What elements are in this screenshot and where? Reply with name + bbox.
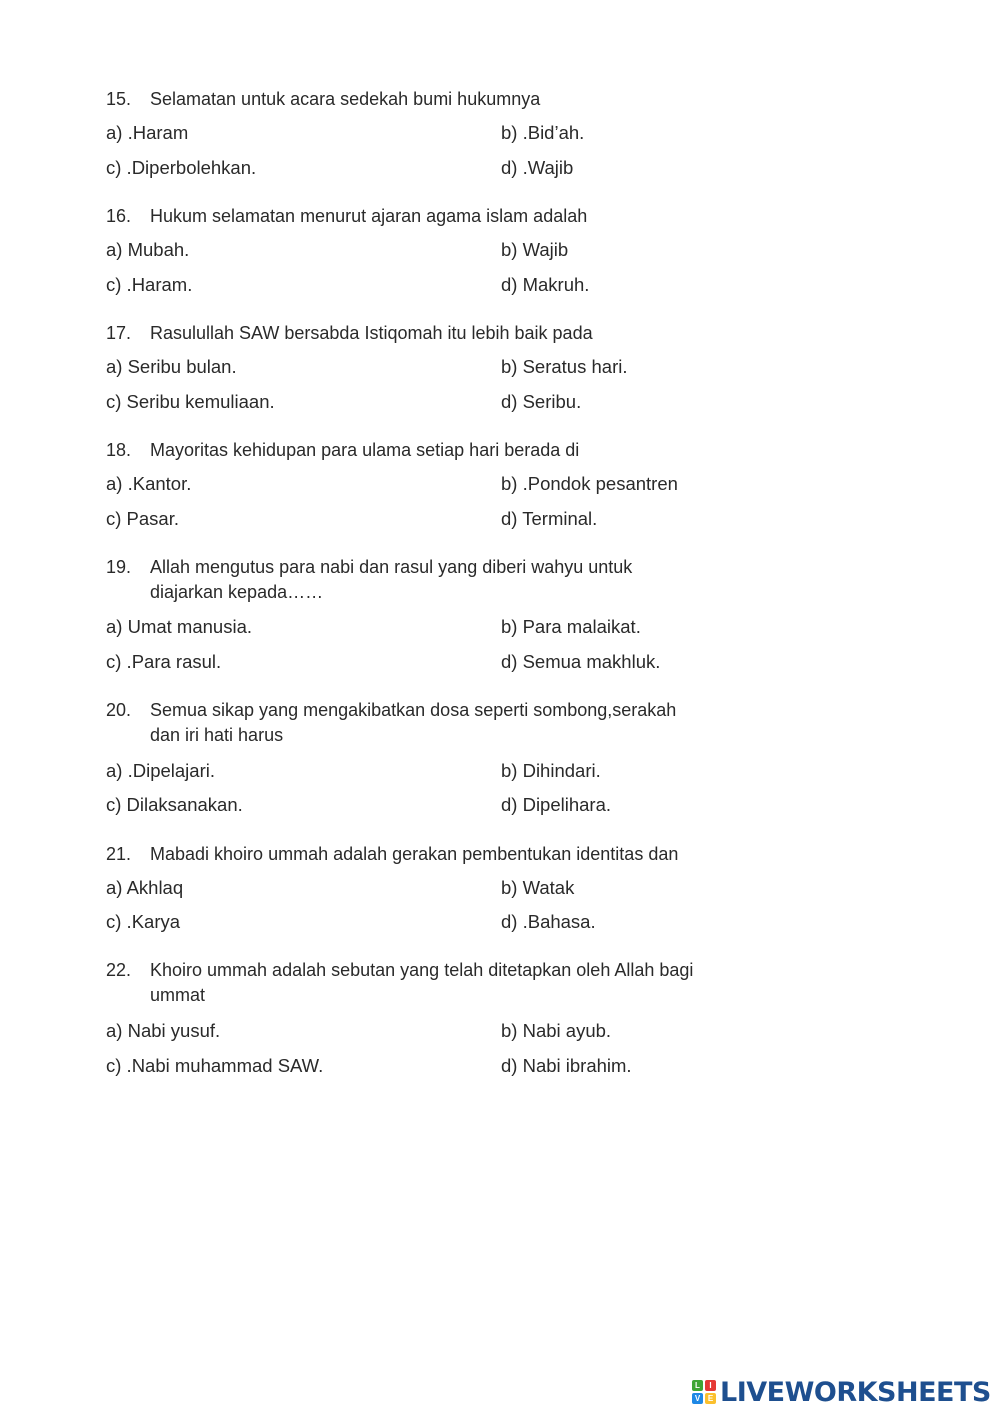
logo-mark-icon	[692, 1380, 716, 1404]
question-number: 17.	[106, 323, 132, 343]
question-text: Rasulullah SAW bersabda Istiqomah itu lebih baik pada	[150, 323, 593, 343]
question-number: 19.	[106, 557, 132, 577]
question-text: Allah mengutus para nabi dan rasul yang diberi wahyu untuk	[150, 557, 633, 577]
q21-option-d[interactable]: d) .Bahasa.	[501, 911, 596, 932]
question-17	[106, 320, 593, 346]
question-22	[106, 957, 693, 1008]
q22-option-b[interactable]: b) Nabi ayub.	[501, 1020, 612, 1041]
question-18	[106, 437, 579, 463]
question-21	[106, 841, 678, 867]
q18-option-b[interactable]: b) .Pondok pesantren	[501, 473, 678, 494]
question-text: Selamatan untuk acara sedekah bumi hukumnya	[150, 89, 541, 109]
liveworksheets-logo	[692, 1377, 991, 1407]
q20-option-b[interactable]: b) Dihindari.	[501, 760, 601, 781]
logo-mark-letter: L	[692, 1380, 703, 1391]
q21-option-b[interactable]: b) Watak	[501, 877, 575, 898]
q19-option-b[interactable]: b) Para malaikat.	[501, 616, 641, 637]
q15-option-b[interactable]: b) .Bid’ah.	[501, 122, 585, 143]
question-19	[106, 554, 632, 605]
q16-option-d[interactable]: d) Makruh.	[501, 274, 590, 295]
q21-option-a[interactable]: a) Akhlaq	[106, 877, 184, 898]
q17-option-a[interactable]: a) Seribu bulan.	[106, 356, 237, 377]
question-text: Mayoritas kehidupan para ulama setiap hari berada di	[150, 440, 580, 460]
q16-option-b[interactable]: b) Wajib	[501, 239, 569, 260]
question-text: Khoiro ummah adalah sebutan yang telah ditetapkan oleh Allah bagi	[150, 960, 694, 980]
q20-option-a[interactable]: a) .Dipelajari.	[106, 760, 215, 781]
question-text: Semua sikap yang mengakibatkan dosa seperti sombong,serakah	[150, 700, 677, 720]
q19-option-c[interactable]: c) .Para rasul.	[106, 651, 222, 672]
q19-option-d[interactable]: d) Semua makhluk.	[501, 651, 661, 672]
q16-option-a[interactable]: a) Mubah.	[106, 239, 190, 260]
q19-option-a[interactable]: a) Umat manusia.	[106, 616, 252, 637]
question-text-continued: ummat	[150, 985, 206, 1005]
question-20	[106, 697, 676, 748]
question-text-continued: dan iri hati harus	[150, 725, 284, 745]
q17-option-b[interactable]: b) Seratus hari.	[501, 356, 628, 377]
question-text-continued: diajarkan kepada……	[150, 582, 324, 602]
logo-mark-letter: V	[692, 1393, 703, 1404]
question-number: 20.	[106, 700, 132, 720]
question-16	[106, 203, 587, 229]
q18-option-c[interactable]: c) Pasar.	[106, 508, 179, 529]
q22-option-d[interactable]: d) Nabi ibrahim.	[501, 1055, 632, 1076]
q20-option-c[interactable]: c) Dilaksanakan.	[106, 794, 243, 815]
question-number: 21.	[106, 844, 132, 864]
question-text: Mabadi khoiro ummah adalah gerakan pembentukan identitas dan	[150, 844, 679, 864]
logo-mark-letter: E	[705, 1393, 716, 1404]
q17-option-c[interactable]: c) Seribu kemuliaan.	[106, 391, 275, 412]
q15-option-a[interactable]: a) .Haram	[106, 122, 189, 143]
question-number: 18.	[106, 440, 132, 460]
logo-text: LIVEWORKSHEETS	[720, 1376, 991, 1408]
logo-mark-letter: I	[705, 1380, 716, 1391]
question-number: 15.	[106, 89, 132, 109]
q18-option-a[interactable]: a) .Kantor.	[106, 473, 192, 494]
q15-option-c[interactable]: c) .Diperbolehkan.	[106, 157, 257, 178]
q21-option-c[interactable]: c) .Karya	[106, 911, 181, 932]
q15-option-d[interactable]: d) .Wajib	[501, 157, 574, 178]
question-15	[106, 86, 540, 112]
q22-option-a[interactable]: a) Nabi yusuf.	[106, 1020, 221, 1041]
q18-option-d[interactable]: d) Terminal.	[501, 508, 598, 529]
question-number: 16.	[106, 206, 132, 226]
q16-option-c[interactable]: c) .Haram.	[106, 274, 193, 295]
q17-option-d[interactable]: d) Seribu.	[501, 391, 582, 412]
q22-option-c[interactable]: c) .Nabi muhammad SAW.	[106, 1055, 324, 1076]
question-text: Hukum selamatan menurut ajaran agama islam adalah	[150, 206, 588, 226]
q20-option-d[interactable]: d) Dipelihara.	[501, 794, 612, 815]
question-number: 22.	[106, 960, 132, 980]
